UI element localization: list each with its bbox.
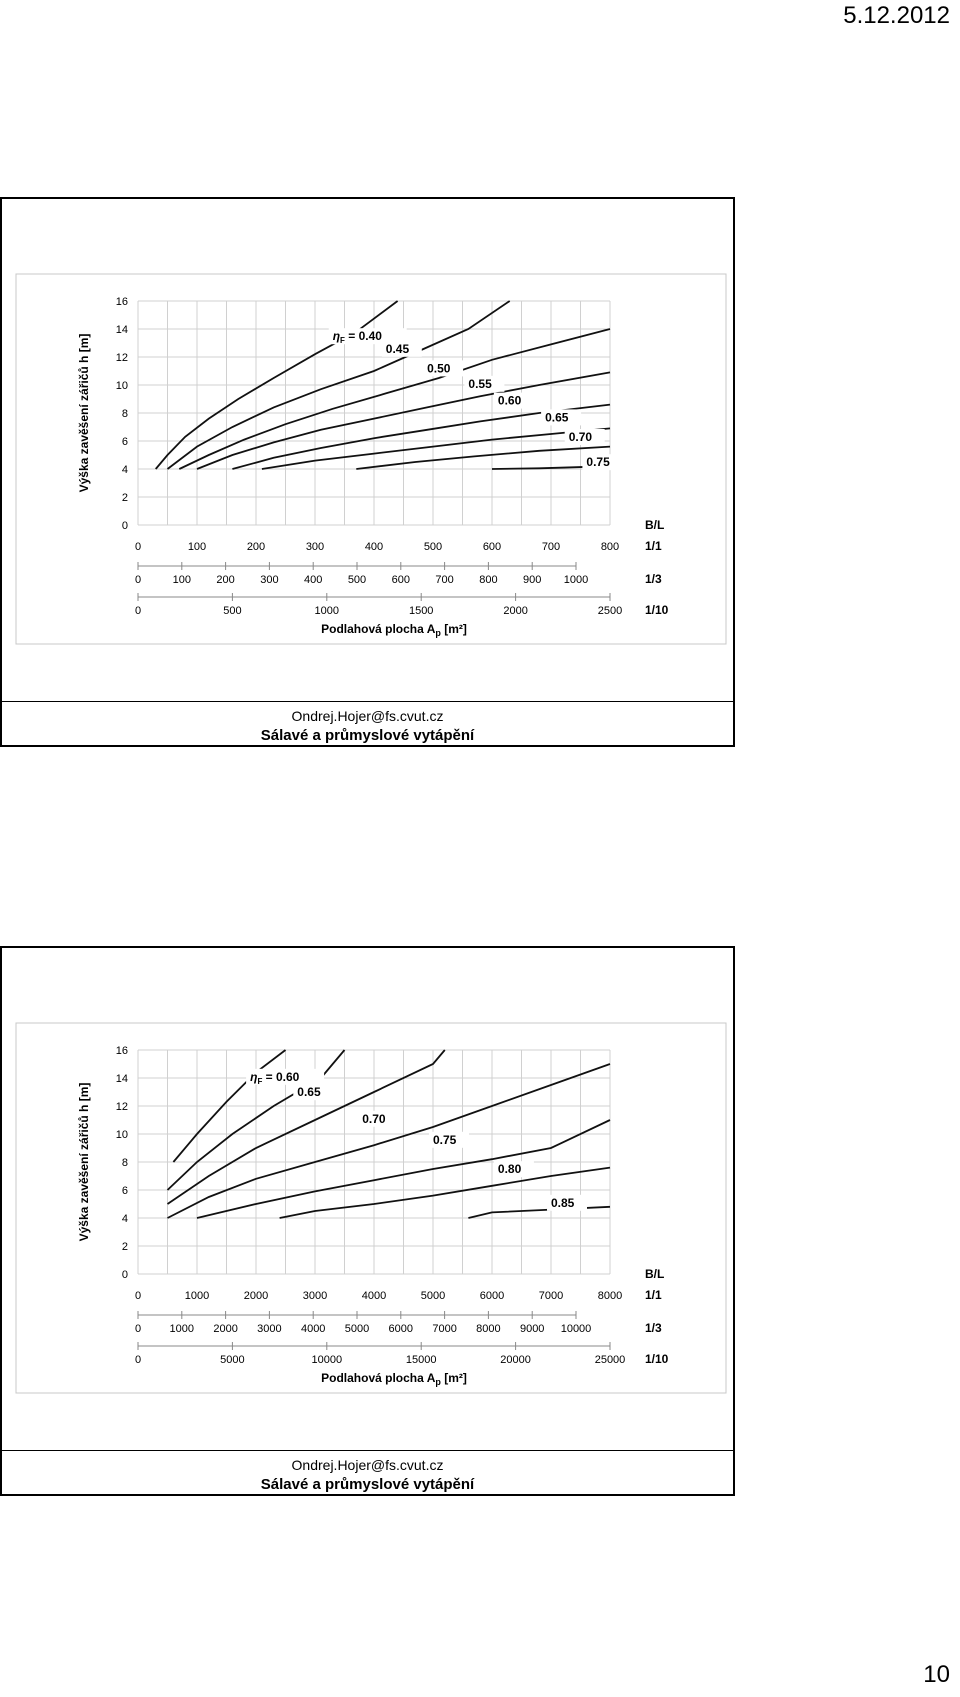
x-tick-label: 7000 (538, 1290, 564, 1302)
x-tick-label: 0 (134, 1354, 142, 1366)
x-tick-label: 0 (134, 541, 142, 553)
x-tick-label: 10000 (311, 1354, 343, 1366)
footer-course: Sálavé a průmyslové vytápění (260, 727, 475, 744)
x-tick-label: 2500 (597, 605, 623, 617)
page-number: 10 (923, 1661, 950, 1688)
x-tick-label: 100 (187, 541, 207, 553)
x-tick-label: 0 (134, 1290, 142, 1302)
x-tick-label: 400 (304, 574, 323, 586)
y-tick-label: 10 (115, 380, 128, 392)
x-tick-label: 1000 (169, 1323, 195, 1335)
x-tick-label: 200 (216, 574, 235, 586)
x-tick-label: 15000 (405, 1354, 437, 1366)
x-tick-label: 2000 (243, 1290, 269, 1302)
x-tick-label: 500 (423, 541, 443, 553)
y-axis-label: Výška zavěšení zářičů h [m] (77, 333, 91, 493)
series-label-0.85: 0.85 (551, 1195, 575, 1210)
x-tick-label: 200 (246, 541, 266, 553)
x-axis-label: Podlahová plocha $A_p$ [m²] (321, 622, 467, 638)
x-tick-label: 1000 (563, 574, 589, 586)
y-tick-label: 12 (115, 1101, 128, 1113)
x-tick-label: 0 (134, 605, 142, 617)
series-label-0.65: 0.65 (545, 410, 569, 425)
slide-1 (0, 197, 735, 747)
legend-ratio-2: 1/10 (645, 603, 669, 617)
y-tick-label: 0 (121, 1269, 128, 1281)
y-tick-label: 6 (121, 1185, 128, 1197)
x-tick-label: 0 (134, 1323, 142, 1335)
x-tick-label: 500 (347, 574, 367, 586)
series-label-0.45: 0.45 (385, 341, 410, 356)
x-tick-label: 8000 (476, 1323, 501, 1335)
y-tick-label: 4 (121, 464, 128, 476)
x-tick-label: 3000 (257, 1323, 282, 1335)
footer-divider (2, 1450, 733, 1451)
series-label-0.75: 0.75 (586, 455, 610, 470)
x-tick-label: 20000 (500, 1354, 531, 1366)
series-label-0.70: 0.70 (568, 430, 593, 444)
y-tick-label: 12 (115, 352, 128, 364)
y-tick-label: 14 (115, 324, 128, 336)
y-tick-label: 8 (121, 1157, 128, 1169)
x-tick-label: 4000 (361, 1290, 387, 1302)
x-tick-label: 8000 (597, 1290, 623, 1302)
x-tick-label: 300 (260, 574, 279, 586)
footer-email: Ondrej.Hojer@fs.cvut.cz (291, 1457, 444, 1473)
legend-ratio-1: 1/3 (645, 1321, 662, 1335)
x-tick-label: 9000 (519, 1323, 545, 1335)
legend-ratio-1: 1/3 (645, 572, 662, 586)
legend-ratio-2: 1/10 (645, 1352, 669, 1366)
legend-title: B/L (645, 518, 665, 532)
x-tick-label: 7000 (432, 1323, 457, 1335)
legend-title: B/L (645, 1267, 665, 1281)
series-label-0.80: 0.80 (497, 1162, 522, 1177)
y-tick-label: 10 (115, 1129, 128, 1141)
y-tick-label: 6 (121, 436, 128, 448)
page-date: 5.12.2012 (843, 2, 950, 29)
slide-2 (0, 946, 735, 1496)
legend-ratio-0: 1/1 (645, 1288, 662, 1302)
y-tick-label: 2 (121, 492, 128, 504)
x-tick-label: 4000 (300, 1323, 326, 1335)
series-label-0.50: 0.50 (427, 361, 451, 376)
footer-email: Ondrej.Hojer@fs.cvut.cz (291, 708, 444, 724)
x-tick-label: 3000 (302, 1290, 328, 1302)
x-tick-label: 1000 (314, 605, 340, 617)
x-tick-label: 100 (172, 574, 191, 586)
x-tick-label: 700 (541, 541, 561, 553)
footer-course: Sálavé a průmyslové vytápění (260, 1476, 475, 1493)
y-tick-label: 2 (121, 1241, 128, 1253)
series-label-0.75: 0.75 (433, 1132, 457, 1147)
series-label-0.55: 0.55 (468, 376, 492, 391)
chart-1 (2, 199, 737, 699)
series-label-0.60: $\eta_F = 0.60$ (250, 1069, 300, 1086)
y-tick-label: 14 (115, 1073, 128, 1085)
x-tick-label: 10000 (560, 1323, 592, 1335)
legend-ratio-0: 1/1 (645, 539, 662, 553)
x-tick-label: 800 (479, 574, 498, 586)
x-tick-label: 500 (223, 605, 242, 617)
x-tick-label: 2000 (503, 605, 528, 617)
y-axis-label: Výška zavěšení zářičů h [m] (77, 1082, 91, 1242)
x-tick-label: 600 (482, 541, 502, 553)
x-tick-label: 2000 (213, 1323, 238, 1335)
y-tick-label: 16 (115, 296, 128, 308)
series-label-0.65: 0.65 (297, 1085, 321, 1100)
x-tick-label: 5000 (420, 1290, 446, 1302)
x-tick-label: 25000 (594, 1354, 626, 1366)
x-tick-label: 800 (600, 541, 620, 553)
x-tick-label: 600 (391, 574, 410, 586)
x-axis-label: Podlahová plocha $A_p$ [m²] (321, 1371, 467, 1387)
x-tick-label: 900 (523, 574, 542, 586)
y-tick-label: 4 (121, 1213, 128, 1225)
y-tick-label: 16 (115, 1045, 128, 1057)
series-label-0.70: 0.70 (362, 1111, 386, 1126)
y-tick-label: 0 (121, 520, 128, 532)
series-label-0.60: 0.60 (497, 393, 522, 408)
x-tick-label: 300 (305, 541, 325, 553)
x-tick-label: 400 (364, 541, 384, 553)
chart-2 (2, 948, 737, 1448)
x-tick-label: 700 (435, 574, 454, 586)
series-label-0.40: $\eta_F = 0.40$ (332, 329, 382, 346)
x-tick-label: 0 (134, 574, 142, 586)
footer-divider (2, 701, 733, 702)
x-tick-label: 1000 (184, 1290, 210, 1302)
x-tick-label: 1500 (408, 605, 434, 617)
x-tick-label: 5000 (220, 1354, 245, 1366)
x-tick-label: 6000 (479, 1290, 505, 1302)
x-tick-label: 6000 (388, 1323, 414, 1335)
y-tick-label: 8 (121, 408, 128, 420)
x-tick-label: 5000 (344, 1323, 370, 1335)
